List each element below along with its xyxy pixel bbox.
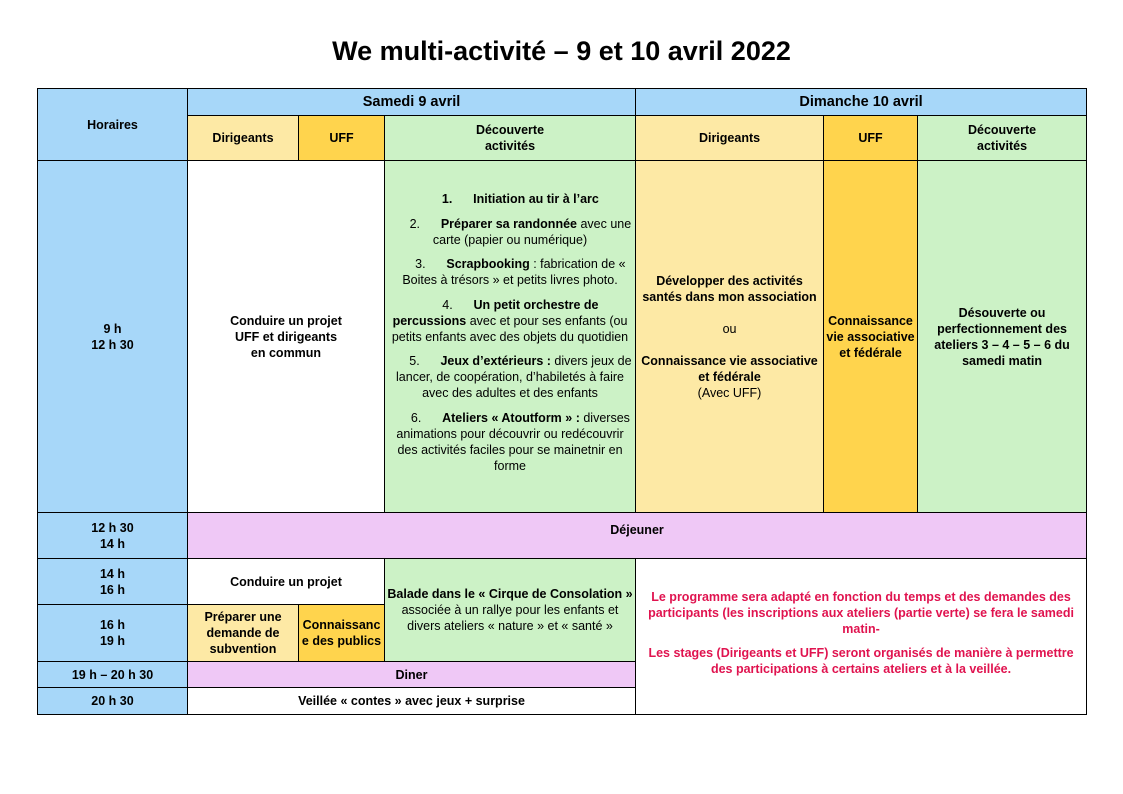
activity-item: 1. Initiation au tir à l’arc [441,192,599,206]
page-title: We multi-activité – 9 et 10 avril 2022 [332,36,791,66]
sat-afternoon-publics: Connaissance des publics [299,605,385,662]
note-paragraph: Le programme sera adapté en fonction du temps et des demandes des participants (les inscriptions aux ateliers (partie verte) se fera le samedi matin- [648,589,1074,636]
header-samedi: Samedi 9 avril [188,89,636,116]
time-morning: 9 h 12 h 30 [38,161,188,513]
time-dinner: 19 h – 20 h 30 [38,662,188,688]
header-sun-dirigeants: Dirigeants [636,116,824,161]
header-sat-uff: UFF [299,116,385,161]
lunch-cell: Déjeuner [188,513,1087,559]
header-horaires: Horaires [38,89,188,161]
header-sun-decouverte: Découverte activités [918,116,1087,161]
dinner-cell: Diner [188,662,636,688]
sat-morning-activities [385,161,636,513]
sun-morning-decouverte: Désouverte ou perfectionnement des ateliers 3 – 4 – 5 – 6 du samedi matin [918,161,1087,513]
activity-item: 4. Un petit orchestre de percussions avec et pour ses enfants (ou petits enfants avec des objets du quotidien [391,297,629,344]
sun-morning-dirigeants: Développer des activités santés dans mon association ou Connaissance vie associative et fédérale (Avec UFF) [636,161,824,513]
program-notes [636,559,1087,715]
header-sat-dirigeants: Dirigeants [188,116,299,161]
sat-afternoon-subvention: Préparer une demande de subvention [188,605,299,662]
note-paragraph: Les stages (Dirigeants et UFF) seront organisés de manière à permettre des participations à certains ateliers et à la veillée. [648,645,1074,676]
time-afternoon-1: 14 h 16 h [38,559,188,605]
activity-item: 6. Ateliers « Atoutform » : diverses animations pour découvrir ou redécouvrir des activités faciles pour se mainetnir en forme [396,410,630,473]
schedule-table [37,88,1087,715]
header-sun-uff: UFF [824,116,918,161]
sat-afternoon-balade: Balade dans le « Cirque de Consolation » associée à un rallye pour les enfants et divers ateliers « nature » et « santé » [385,559,636,662]
sat-morning-project: Conduire un projet UFF et dirigeants en commun [188,161,385,513]
evening-cell: Veillée « contes » avec jeux + surprise [188,688,636,715]
activity-item: 3. Scrapbooking : fabrication de « Boites à trésors » et petits livres photo. [402,257,626,287]
header-sat-decouverte: Découverte activités [385,116,636,161]
time-evening: 20 h 30 [38,688,188,715]
activity-item: 2. Préparer sa randonnée avec une carte (papier ou numérique) [409,216,632,247]
header-dimanche: Dimanche 10 avril [636,89,1087,116]
sat-afternoon-project: Conduire un projet [188,559,385,605]
time-lunch: 12 h 30 14 h [38,513,188,559]
time-afternoon-2: 16 h 19 h [38,605,188,662]
activity-item: 5. Jeux d’extérieurs : divers jeux de lancer, de coopération, d’habiletés à faire avec des adultes et des enfants [396,354,632,400]
sun-morning-uff: Connaissance vie associative et fédérale [824,161,918,513]
